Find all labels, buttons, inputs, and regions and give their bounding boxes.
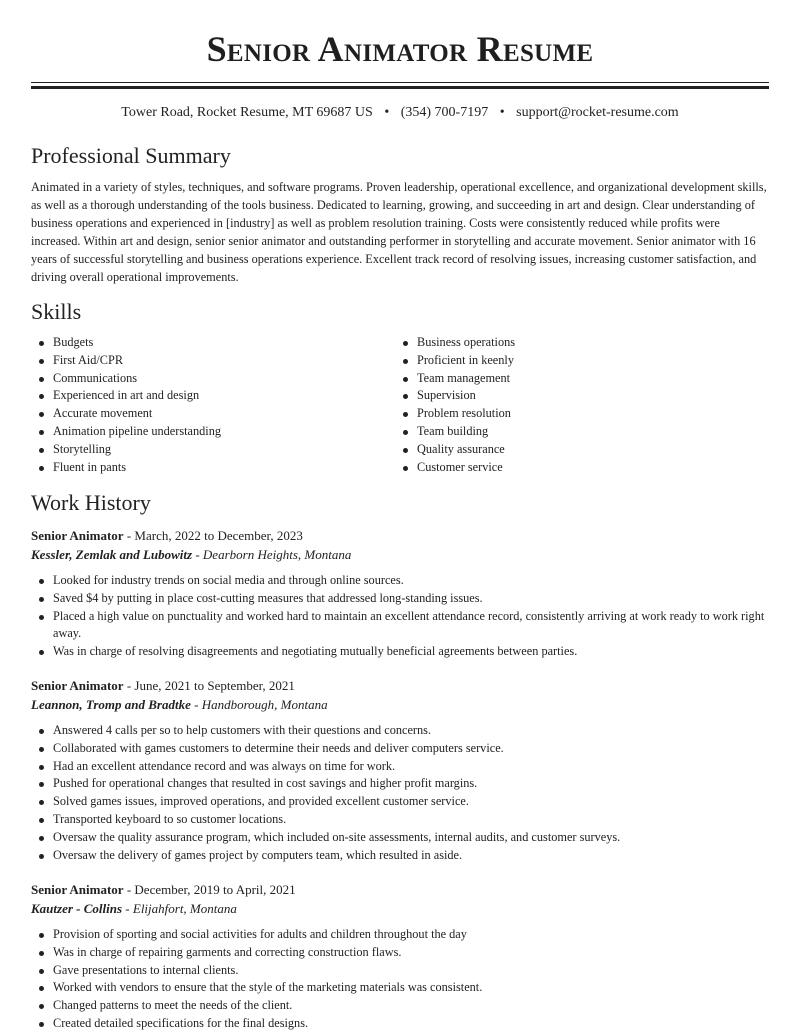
skill-item: First Aid/CPR	[31, 352, 371, 370]
skill-item: Communications	[31, 370, 371, 388]
job-duty: Solved games issues, improved operations, and provided excellent customer service.	[31, 793, 771, 811]
skill-item: Team management	[395, 370, 735, 388]
job-company: Kessler, Zemlak and Lubowitz	[31, 547, 193, 562]
skill-item: Problem resolution	[395, 405, 735, 423]
job-dates: June, 2021 to September, 2021	[134, 678, 295, 693]
skill-item: Accurate movement	[31, 405, 371, 423]
contact-separator: •	[499, 105, 505, 120]
job-dates: December, 2019 to April, 2021	[134, 882, 296, 897]
skills-list-right	[395, 334, 735, 476]
job-duty: Changed patterns to meet the needs of the client.	[31, 997, 771, 1015]
job-entry	[31, 881, 771, 1033]
skill-item: Budgets	[31, 334, 371, 352]
header-divider-thin	[31, 82, 769, 83]
contact-separator: •	[384, 105, 390, 120]
job-location: Dearborn Heights, Montana	[202, 547, 352, 562]
skill-item: Business operations	[395, 334, 735, 352]
skills-heading: Skills	[31, 299, 82, 324]
job-duty: Created detailed specifications for the final designs.	[31, 1015, 771, 1033]
job-duty: Provision of sporting and social activities for adults and children throughout the day	[31, 926, 771, 944]
contact-email: support@rocket-resume.com	[516, 105, 679, 120]
skill-item: Supervision	[395, 387, 735, 405]
job-dates: March, 2022 to December, 2023	[134, 528, 303, 543]
job-title-line: Senior Animator - June, 2021 to September, 2021	[31, 678, 295, 693]
job-role: Senior Animator	[31, 882, 124, 897]
job-duty: Was in charge of repairing garments and correcting construction flaws.	[31, 944, 771, 962]
job-company-line: Leannon, Tromp and Bradtke - Handborough, Montana	[31, 697, 328, 712]
job-duty: Collaborated with games customers to determine their needs and deliver computers service.	[31, 740, 771, 758]
job-duty: Worked with vendors to ensure that the style of the marketing materials was consistent.	[31, 979, 771, 997]
job-duties-list	[31, 572, 771, 661]
job-role: Senior Animator	[31, 528, 124, 543]
job-duties-list	[31, 926, 771, 1033]
summary-heading: Professional Summary	[31, 143, 231, 168]
job-location: Handborough, Montana	[201, 697, 328, 712]
skill-item: Animation pipeline understanding	[31, 423, 371, 441]
skill-item: Team building	[395, 423, 735, 441]
job-location: Elijahfort, Montana	[132, 901, 237, 916]
job-entry	[31, 527, 771, 661]
work-history-heading: Work History	[31, 490, 151, 515]
job-duty: Had an excellent attendance record and was always on time for work.	[31, 758, 771, 776]
skills-list-left	[31, 334, 371, 476]
job-title-line: Senior Animator - December, 2019 to April, 2021	[31, 882, 296, 897]
skill-item: Proficient in keenly	[395, 352, 735, 370]
skill-item: Fluent in pants	[31, 459, 371, 477]
job-duty: Gave presentations to internal clients.	[31, 962, 771, 980]
job-duty: Looked for industry trends on social media and through online sources.	[31, 572, 771, 590]
skill-item: Storytelling	[31, 441, 371, 459]
job-title-line: Senior Animator - March, 2022 to December, 2023	[31, 528, 303, 543]
skill-item: Customer service	[395, 459, 735, 477]
job-duty: Oversaw the quality assurance program, which included on-site assessments, internal audits, and customer surveys.	[31, 829, 771, 847]
job-company-line: Kessler, Zemlak and Lubowitz - Dearborn Heights, Montana	[31, 547, 352, 562]
page-title: Senior Animator Resume	[206, 29, 594, 69]
contact-line	[0, 104, 800, 122]
job-duties-list	[31, 722, 771, 864]
job-company: Kautzer - Collins	[31, 901, 123, 916]
job-duty: Answered 4 calls per so to help customers with their questions and concerns.	[31, 722, 771, 740]
job-duty: Pushed for operational changes that resulted in cost savings and higher profit margins.	[31, 775, 771, 793]
summary-text: Animated in a variety of styles, techniques, and software programs. Proven leadership, operational excellence, and organizational development skills, as well as a thorough understanding of the tools business. Dedicated to learning, growing, and succeeding in art and design. Clear understanding of business operations and experienced in [industry] as well as problem resolution training. Costs were consistently reduced while profits were increased. Within art and design, senior senior animator and outstanding performer in storytelling and accurate movement. Senior animator with 16 years of successful storytelling and business operations experience. Excellent track record of resolving issues, increasing customer satisfaction, and driving overall operational improvements.	[31, 180, 767, 284]
job-duty: Saved $4 by putting in place cost-cutting measures that addressed long-standing issues.	[31, 590, 771, 608]
job-company: Leannon, Tromp and Bradtke	[31, 697, 191, 712]
job-role: Senior Animator	[31, 678, 124, 693]
contact-phone: (354) 700-7197	[400, 105, 489, 120]
job-company-line: Kautzer - Collins - Elijahfort, Montana	[31, 901, 237, 916]
job-duty: Was in charge of resolving disagreements and negotiating mutually beneficial agreements between parties.	[31, 643, 771, 661]
job-duty: Placed a high value on punctuality and worked hard to maintain an excellent attendance record, consistently arriving at work ready to work right away.	[31, 608, 771, 644]
skill-item: Experienced in art and design	[31, 387, 371, 405]
job-entry	[31, 677, 771, 864]
job-duty: Transported keyboard to so customer locations.	[31, 811, 771, 829]
header-divider-thick	[31, 86, 769, 89]
job-duty: Oversaw the delivery of games project by computers team, which resulted in aside.	[31, 847, 771, 865]
contact-address: Tower Road, Rocket Resume, MT 69687 US	[121, 105, 373, 120]
skill-item: Quality assurance	[395, 441, 735, 459]
